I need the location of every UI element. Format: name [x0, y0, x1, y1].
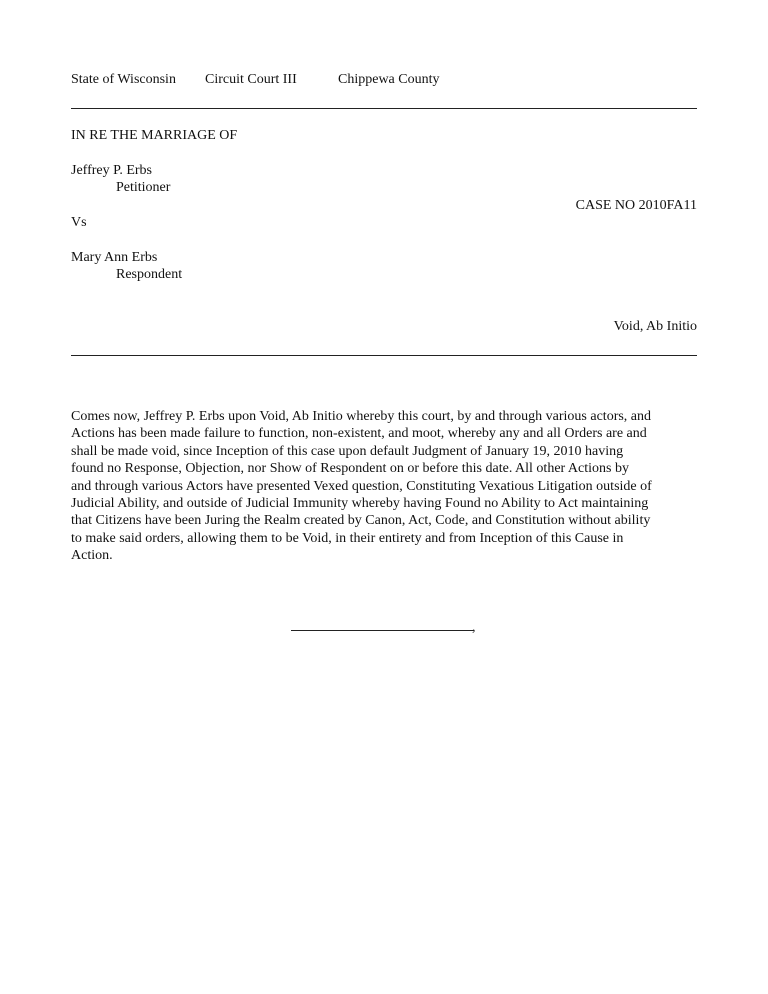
versus-label: Vs [71, 215, 87, 230]
body-line: that Citizens have been Juring the Realm created by Canon, Act, Code, and Constitution without ability [71, 513, 651, 529]
signature-line [291, 616, 473, 631]
case-number: CASE NO 2010FA11 [575, 198, 697, 213]
caption-divider [71, 355, 697, 356]
petitioner-name: Jeffrey P. Erbs [71, 163, 153, 178]
header-state: State of Wisconsin [71, 72, 176, 87]
body-line: Comes now, Jeffrey P. Erbs upon Void, Ab Initio whereby this court, by and through various actors, and [71, 409, 652, 424]
header-court: Circuit Court III [205, 72, 297, 87]
header-divider [71, 108, 697, 109]
body-line: and through various Actors have presented Vexed question, Constituting Vexatious Litigation outside of [71, 478, 652, 494]
header-county: Chippewa County [338, 72, 440, 87]
caption-title: IN RE THE MARRIAGE OF [71, 128, 238, 143]
petitioner-role: Petitioner [116, 180, 171, 195]
body-line: Actions has been made failure to function, non-existent, and moot, whereby any and all Orders are and [71, 426, 647, 442]
respondent-role: Respondent [116, 267, 183, 282]
body-line: to make said orders, allowing them to be Void, in their entirety and from Inception of this Cause in [71, 530, 624, 546]
body-line: shall be made void, since Inception of this case upon default Judgment of January 19, 2010 having [71, 443, 624, 459]
respondent-name: Mary Ann Erbs [71, 250, 158, 265]
body-line: Judicial Ability, and outside of Judicial Immunity whereby having Found no Ability to Act maintaining [71, 496, 649, 512]
signature-trailing-mark: , [472, 620, 476, 635]
body-line: Action. [71, 548, 113, 564]
document-type: Void, Ab Initio [613, 319, 697, 334]
body-line: found no Response, Objection, nor Show of Respondent on or before this date. All other Actions by [71, 461, 629, 477]
body-paragraph [71, 408, 699, 565]
